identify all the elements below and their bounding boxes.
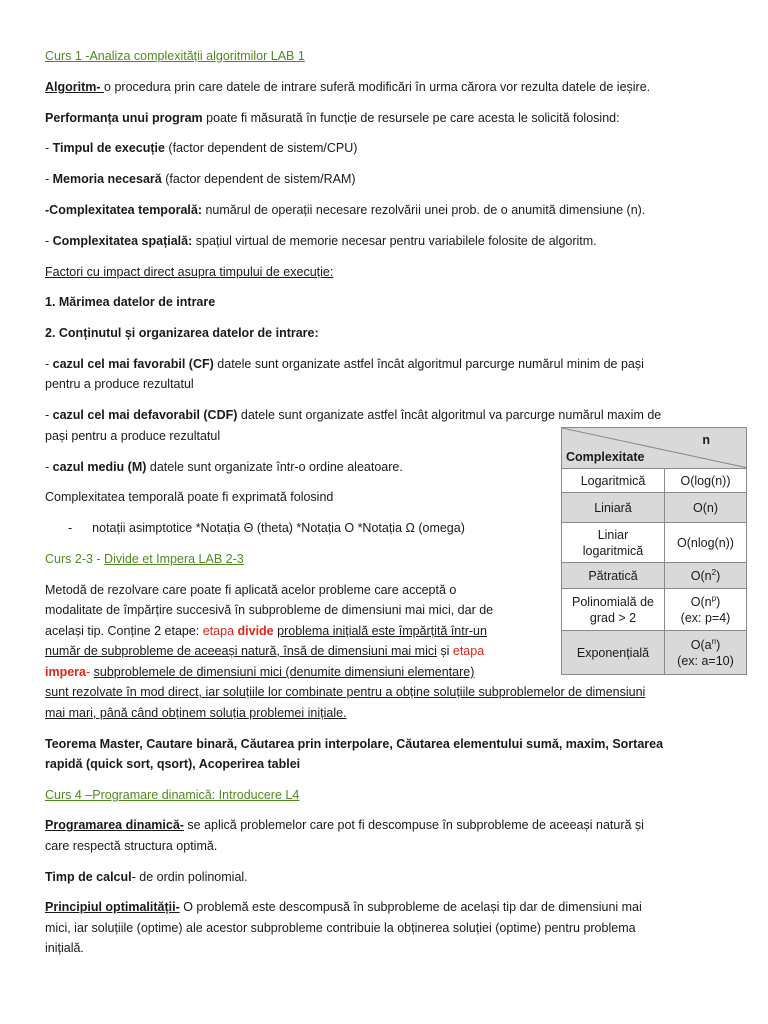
table-header-cell [562, 428, 747, 469]
complexitate-spatiala-item: - Complexitatea spațială: spațiul virtual de memorie necesar pentru variabilele folosite de algoritm. [45, 234, 597, 248]
table-row [562, 523, 747, 563]
complexity-table [561, 427, 747, 675]
teorema-line-2: rapidă (quick sort, qsort), Acoperirea tablei [45, 757, 301, 771]
complexity-name-cell: Logaritmică [562, 469, 665, 493]
complexity-name-cell: Exponențială [562, 631, 665, 675]
complexity-value-cell: $O(n^p)$ (ex: p=4) [665, 589, 747, 631]
complexity-value-cell: $O(n^2)$ [665, 563, 747, 589]
caz-favorabil-line-2: pentru a produce rezultatul [45, 377, 194, 391]
programare-dinamica-line-2: care respectă structura optimă. [45, 839, 218, 853]
di-line-2: modalitate de împărțire succesivă în subprobleme de dimensiuni mai mici, dar de [45, 603, 494, 617]
complexitate-temporala-item: -Complexitatea temporală: numărul de operații necesare rezolvării unei prob. de o anumită dimensiune (n). [45, 203, 646, 217]
di-line-5: impera- subproblemele de dimensiuni mici (denumite dimensiuni elementare) [45, 665, 475, 679]
memorie-item: - Memoria necesară (factor dependent de sistem/RAM) [45, 172, 356, 186]
principiul-optimalitatii-line-3: inițială. [45, 941, 84, 955]
caz-favorabil-line-1: - cazul cel mai favorabil (CF) datele sunt organizate astfel încât algoritmul parcurge numărul minim de pași [45, 357, 644, 371]
caz-defavorabil-line-1: - cazul cel mai defavorabil (CDF) datele sunt organizate astfel încât algoritmul va parcurge numărul maxim de [45, 408, 662, 422]
table-row [562, 563, 747, 589]
performanta-definition: Performanța unui program poate fi măsurată în funcție de resursele pe care acesta le solicită folosind: [45, 111, 620, 125]
principiul-optimalitatii-line-2: mici, iar soluțiile (optime) ale acestor subprobleme contribuie la obținerea soluției (optime) pentru problema [45, 921, 636, 935]
di-line-6: sunt rezolvate în mod direct, iar soluțiile lor combinate pentru a obține soluțiile subproblemelor de dimensiuni [45, 685, 646, 699]
complexity-value-cell: O(n) [665, 493, 747, 523]
complexity-name-cell: Liniară [562, 493, 665, 523]
curs4-heading: Curs 4 –Programare dinamică: Introducere L4 [45, 788, 300, 802]
complexity-name-cell: Polinomială de grad > 2 [562, 589, 665, 631]
complexity-value-cell: O(nlog(n)) [665, 523, 747, 563]
curs23-heading: Curs 2-3 - Divide et Impera LAB 2-3 [45, 552, 244, 566]
table-row [562, 589, 747, 631]
di-line-1: Metodă de rezolvare care poate fi aplicată acelor probleme care acceptă o [45, 583, 457, 597]
timp-calcul-line: Timp de calcul- de ordin polinomial. [45, 870, 248, 884]
timp-executie-item: - Timpul de execuție (factor dependent de sistem/CPU) [45, 141, 358, 155]
principiul-optimalitatii-line-1: Principiul optimalității- O problemă este descompusă în subprobleme de același tip dar de dimensiuni mai [45, 900, 642, 914]
programare-dinamica-line-1: Programarea dinamică- se aplică problemelor care pot fi descompuse în subprobleme de aceeași natură și [45, 818, 644, 832]
factor-2: 2. Conținutul și organizarea datelor de intrare: [45, 326, 319, 340]
di-line-3: același tip. Conține 2 etape: etapa divide problema inițială este împărțită într-un [45, 624, 487, 638]
table-row [562, 493, 747, 523]
header-complexitate-label: Complexitate [566, 450, 645, 464]
notatii-bullet: - notații asimptotice *Notația Θ (theta) *Notația O *Notația Ω (omega) [68, 521, 465, 535]
table-row [562, 631, 747, 675]
caz-mediu-item: - cazul mediu (M) datele sunt organizate într-o ordine aleatoare. [45, 460, 403, 474]
complexity-value-cell: $O(a^n)$ (ex: a=10) [665, 631, 747, 675]
di-line-4: număr de subprobleme de aceeași natură, însă de dimensiuni mai mici și etapa [45, 644, 485, 658]
table-row [562, 469, 747, 493]
teorema-line-1: Teorema Master, Cautare binară, Căutarea prin interpolare, Căutarea elementului sumă, maxim, Sortarea [45, 737, 664, 751]
factori-heading: Factori cu impact direct asupra timpului de execuție: [45, 265, 334, 279]
factor-1: 1. Mărimea datelor de intrare [45, 295, 216, 309]
di-line-7: mai mari, până când obținem soluția problemei inițiale. [45, 706, 347, 720]
curs1-heading: Curs 1 -Analiza complexității algoritmilor LAB 1 [45, 49, 305, 63]
complexity-name-cell: Liniar logaritmică [562, 523, 665, 563]
caz-defavorabil-line-2: pași pentru a produce rezultatul [45, 429, 221, 443]
algoritm-definition: Algoritm- o procedura prin care datele de intrare suferă modificări în urma cărora vor rezulta datele de ieșire. [45, 80, 651, 94]
complexity-value-cell: O(log(n)) [665, 469, 747, 493]
complexitate-exprimata: Complexitatea temporală poate fi exprimată folosind [45, 490, 334, 504]
header-n-label: n [702, 433, 710, 447]
complexity-name-cell: Pătratică [562, 563, 665, 589]
